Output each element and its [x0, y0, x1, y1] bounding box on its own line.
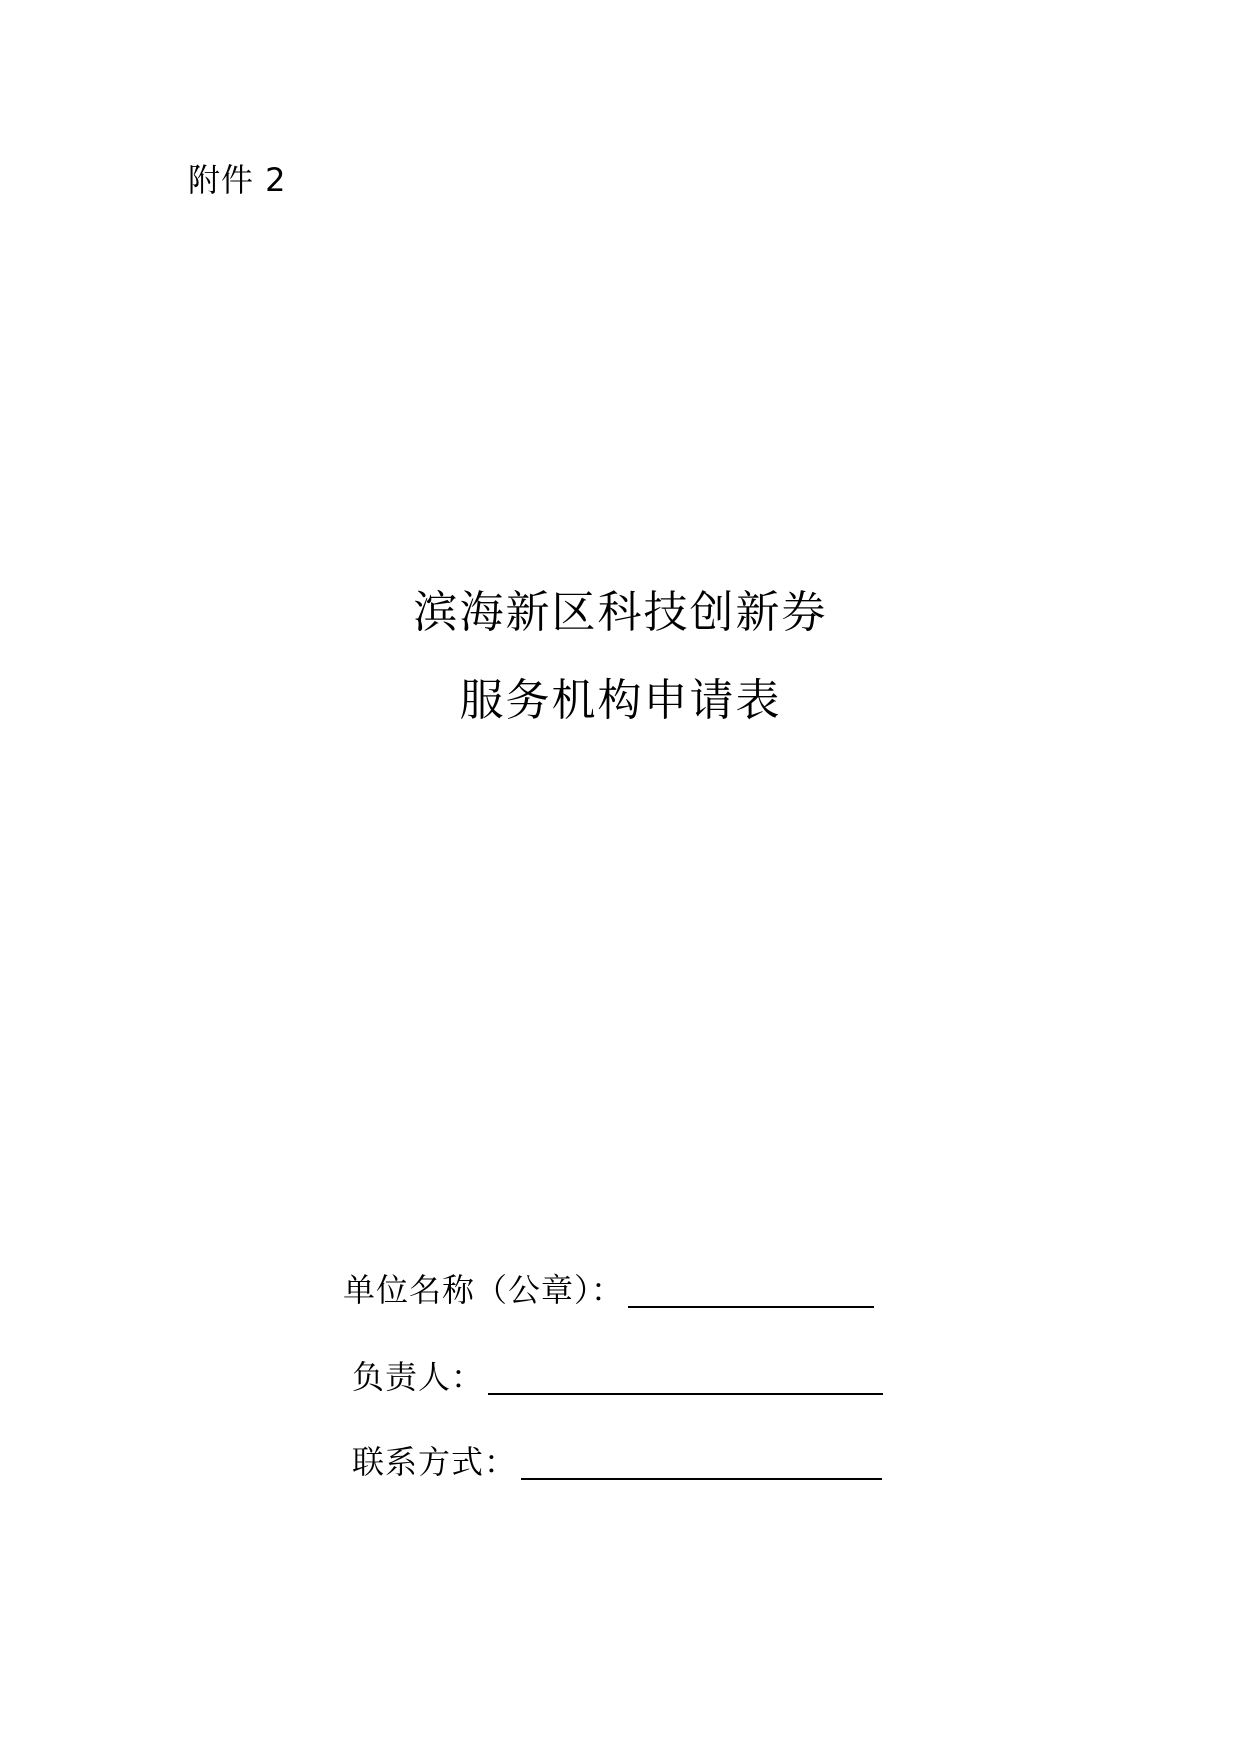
contact-field [352, 1438, 882, 1482]
document-title-line-2: 服务机构申请表 [459, 675, 782, 726]
unit-name-label: 单位名称（公章）： [343, 1271, 625, 1309]
contact-blank[interactable] [521, 1442, 882, 1480]
attachment-label: 附件 2 [188, 161, 287, 199]
unit-name-blank[interactable] [628, 1270, 874, 1308]
person-in-charge-label: 负责人： [352, 1358, 485, 1396]
person-in-charge-blank[interactable] [488, 1357, 883, 1395]
person-in-charge-field [352, 1353, 883, 1397]
unit-name-field [343, 1266, 874, 1310]
document-title-line-1: 滨海新区科技创新券 [413, 587, 828, 638]
contact-label: 联系方式： [352, 1443, 518, 1481]
